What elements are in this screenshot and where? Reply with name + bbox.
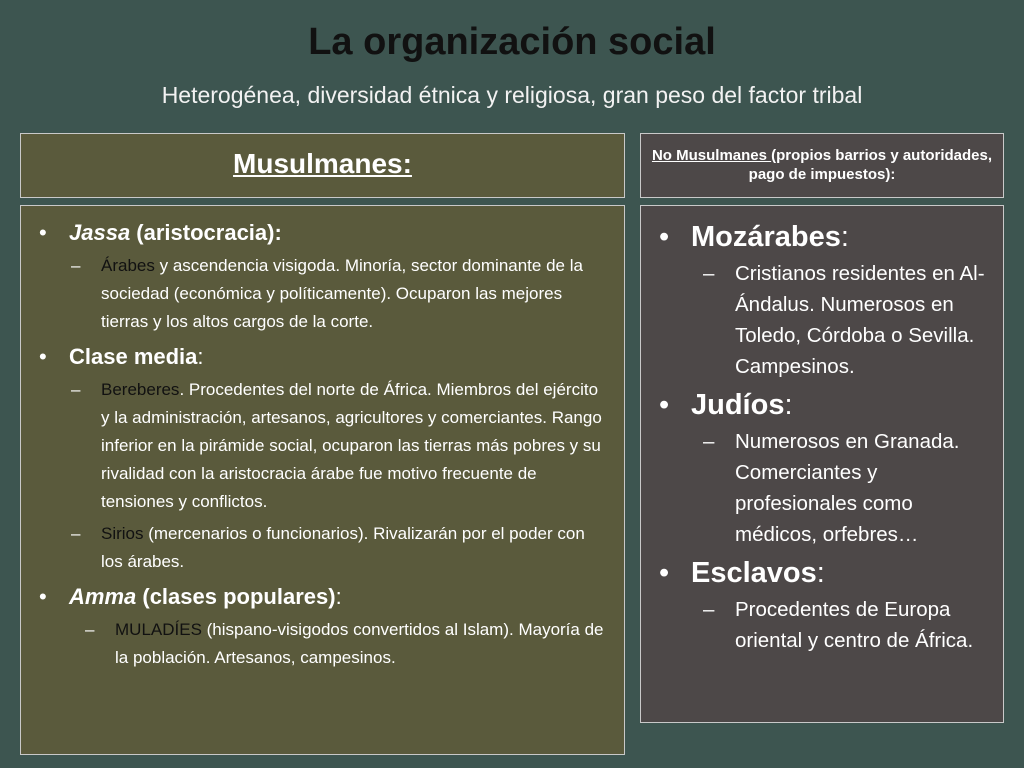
sirios-highlight: Sirios [101, 524, 144, 543]
bullet-icon: • [659, 389, 670, 421]
musulmanes-header [20, 133, 625, 198]
muladies-desc: (hispano-visigodos convertidos al Islam). Mayoría de la población. Artesanos, campesinos. [115, 620, 604, 667]
mozarabes-term: Mozárabes [691, 221, 841, 253]
page-title: La organización social [308, 21, 716, 63]
muladies-highlight: MULADÍES [115, 620, 202, 639]
list-subitem-muladies [31, 616, 608, 672]
arabes-highlight: Árabes [101, 256, 155, 275]
sirios-desc: (mercenarios o funcionarios). Rivalizarán por el poder con los árabes. [101, 524, 585, 571]
list-item-esclavos [651, 554, 993, 592]
arabes-desc: y ascendencia visigoda. Minoría, sector dominante de la sociedad (económica y políticamente). Ocuparon las mejores tierras y los altos cargos de la corte. [101, 256, 583, 331]
mozarabes-desc: Cristianos residentes en Al-Ándalus. Numerosos en Toledo, Córdoba o Sevilla. Campesinos. [735, 262, 985, 378]
clase-media-term: Clase media [69, 344, 198, 369]
list-subitem-mozarabes [651, 258, 993, 382]
bereberes-highlight: Bereberes [101, 380, 180, 399]
amma-colon: : [335, 584, 342, 609]
list-item-jassa [31, 218, 608, 248]
list-subitem-sirios [31, 520, 608, 576]
judios-colon: : [784, 389, 793, 421]
bereberes-desc: . Procedentes del norte de África. Miembros del ejército y la administración, artesanos, agricultores y comerciantes. Rango inferior en la pirámide social, ocuparon las tierras más pobres y su rivalidad con la aristocracia árabe fue motivo frecuente de tensiones y conflictos. [101, 380, 602, 511]
bullet-icon: • [659, 557, 670, 589]
bullet-icon: • [659, 221, 670, 253]
list-subitem-judios [651, 426, 993, 550]
dash-icon: – [71, 524, 81, 543]
amma-rest: (clases populares) [136, 584, 336, 609]
musulmanes-header-text: Musulmanes: [233, 148, 412, 179]
list-item-amma [31, 582, 608, 612]
bullet-icon: • [39, 220, 47, 245]
dash-icon: – [703, 262, 715, 285]
list-subitem-bereberes [31, 376, 608, 516]
dash-icon: – [703, 430, 715, 453]
list-subitem-arabes [31, 252, 608, 336]
list-subitem-esclavos [651, 594, 993, 656]
page-subtitle: Heterogénea, diversidad étnica y religiosa, gran peso del factor tribal [161, 82, 863, 108]
mozarabes-colon: : [840, 221, 849, 253]
no-musulmanes-header-underlined: No Musulmanes [651, 147, 772, 164]
judios-desc: Numerosos en Granada. Comerciantes y profesionales como médicos, orfebres… [735, 430, 960, 546]
list-item-mozarabes [651, 218, 993, 256]
list-item-clase-media [31, 342, 608, 372]
dash-icon: – [71, 380, 81, 399]
dash-icon: – [85, 620, 95, 639]
dash-icon: – [71, 256, 81, 275]
judios-term: Judíos [691, 389, 785, 421]
esclavos-term: Esclavos [691, 557, 817, 589]
musulmanes-panel [20, 205, 625, 755]
list-item-judios [651, 386, 993, 424]
dash-icon: – [703, 598, 715, 621]
no-musulmanes-panel [640, 205, 1004, 723]
bullet-icon: • [39, 584, 47, 609]
amma-term: Amma [69, 584, 137, 609]
jassa-term: Jassa [69, 220, 131, 245]
no-musulmanes-header-rest: (propios barrios y autoridades, pago de impuestos): [748, 147, 993, 183]
bullet-icon: • [39, 344, 47, 369]
no-musulmanes-header [640, 133, 1004, 198]
clase-media-colon: : [197, 344, 204, 369]
esclavos-colon: : [816, 557, 825, 589]
jassa-rest: (aristocracia): [130, 220, 282, 245]
esclavos-desc: Procedentes de Europa oriental y centro de África. [735, 598, 974, 652]
